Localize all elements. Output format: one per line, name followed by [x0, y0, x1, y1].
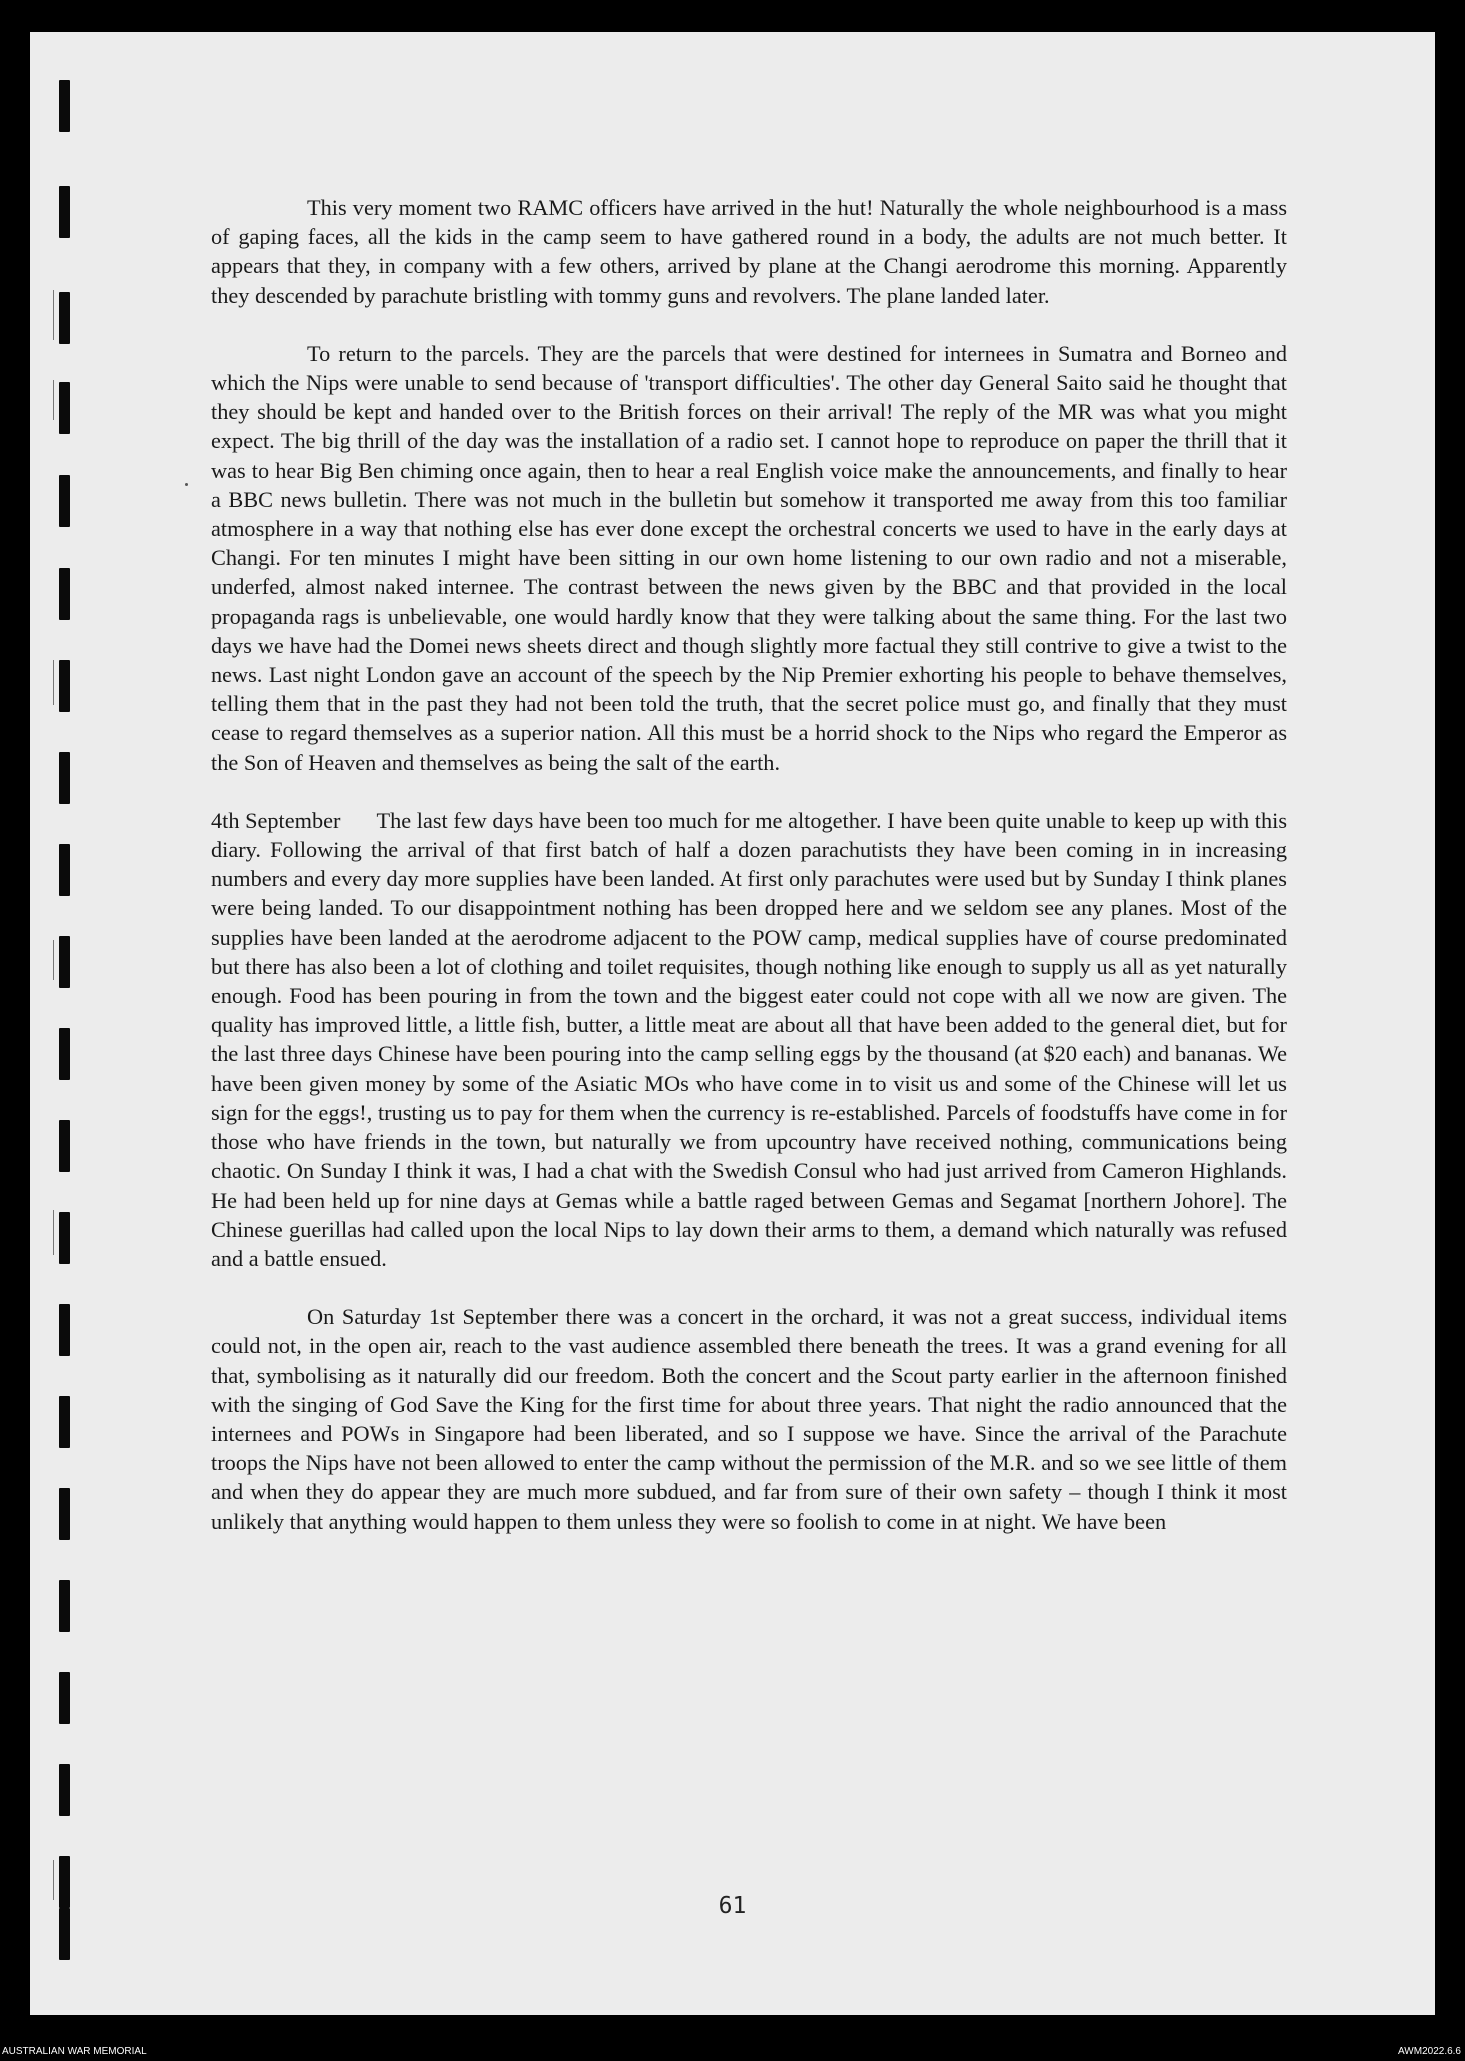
footer-institution: AUSTRALIAN WAR MEMORIAL [2, 2046, 147, 2057]
binding-holes [55, 80, 75, 1960]
binding-hole [59, 660, 70, 712]
paragraph: This very moment two RAMC officers have arrived in the hut! Naturally the whole neighbourhood is a mass of gaping faces, all the kids in the camp seem to have gathered round in a body, the adults are not much better. It appears that they, in company with a few others, arrived by plane at the Changi aerodrome this morning. Apparently they descended by parachute bristling with tommy guns and revolvers. The plane landed later. [211, 195, 1287, 308]
binding-hole [59, 475, 70, 527]
binding-hole [59, 1580, 70, 1632]
binding-hole [59, 568, 70, 620]
binding-hole [59, 936, 70, 988]
binding-hole [59, 382, 70, 434]
paragraph-text: The last few days have been too much for me altogether. I have been quite unable to keep up with this diary. Following the arrival of that first batch of half a dozen parachutists they have been coming in in increasing numbers and every day more supplies have been landed. At first only parachutes were used but by Sunday I think planes were being landed. To our disappointment nothing has been dropped here and we seldom see any planes. Most of the supplies have been landed at the aerodrome adjacent to the POW camp, medical supplies have of course predominated but there has also been a lot of clothing and toilet requisites, though nothing like enough to supply us all as yet naturally enough. Food has been pouring in from the town and the biggest eater could not cope with all we now are given. The quality has improved little, a little fish, butter, a little meat are about all that have been added to the general diet, but for the last three days Chinese have been pouring into the camp selling eggs by the thousand (at $20 each) and bananas. We have been given money by some of the Asiatic MOs who have come in to visit us and some of the Chinese will let us sign for the eggs!, trusting us to pay for them when the currency is re-established. Parcels of foodstuffs have come in for those who have friends in the town, but naturally we from upcountry have received nothing, communications being chaotic. On Sunday I think it was, I had a chat with the Swedish Consul who had just arrived from Cameron Highlands. He had been held up for nine days at Gemas while a battle raged between Gemas and Segamat [northern Johore]. The Chinese guerillas had called upon the local Nips to lay down their arms to them, a demand which naturally was refused and a battle ensued. [211, 807, 1287, 1271]
binding-hole [59, 1120, 70, 1172]
binding-hole [59, 80, 70, 132]
binding-edge [53, 660, 54, 705]
binding-edge [53, 1210, 54, 1255]
binding-hole [59, 1764, 70, 1816]
binding-hole [59, 752, 70, 804]
binding-edge [53, 380, 54, 420]
diary-text [211, 193, 1287, 1565]
paragraph: On Saturday 1st September there was a concert in the orchard, it was not a great success, individual items could not, in the open air, reach to the vast audience assembled there beneath the trees. It was a grand evening for all that, symbolising as it naturally did our freedom. Both the concert and the Scout party earlier in the afternoon finished with the singing of God Save the King for the first time for about three years. That night the radio announced that the internees and POWs in Singapore had been liberated, and so I suppose we have. Since the arrival of the Parachute troops the Nips have not been allowed to enter the camp without the permission of the M.R. and so we see little of them and when they do appear they are much more subdued, and far from sure of their own safety – though I think it most unlikely that anything would happen to them unless they were so foolish to come in at night. We have been [211, 1304, 1287, 1534]
binding-hole [59, 1304, 70, 1356]
binding-hole [59, 292, 70, 344]
binding-hole [59, 1672, 70, 1724]
page-number: 61 [718, 1893, 747, 1919]
binding-hole [59, 1488, 70, 1540]
footer-reference: AWM2022.6.6 [1398, 2046, 1461, 2057]
binding-hole [59, 1396, 70, 1448]
dated-paragraph [211, 806, 1287, 1273]
binding-edge [53, 290, 54, 340]
binding-hole [59, 186, 70, 238]
diary-date: 4th September [211, 807, 341, 833]
binding-hole [59, 1212, 70, 1264]
scan-speck [185, 483, 188, 486]
binding-hole [59, 1028, 70, 1080]
paragraph: To return to the parcels. They are the parcels that were destined for internees in Sumatra and Borneo and which the Nips were unable to send because of 'transport difficulties'. The other day General Saito said he thought that they should be kept and handed over to the British forces on their arrival! The reply of the MR was what you might expect. The big thrill of the day was the installation of a radio set. I cannot hope to reproduce on paper the thrill that it was to hear Big Ben chiming once again, then to hear a real English voice make the announcements, and finally to hear a BBC news bulletin. There was not much in the bulletin but somehow it transported me away from this too familiar atmosphere in a way that nothing else has ever done except the orchestral concerts we used to have in the early days at Changi. For ten minutes I might have been sitting in our own home listening to our own radio and not a miserable, underfed, almost naked internee. The contrast between the news given by the BBC and that provided in the local propaganda rags is unbelievable, one would hardly know that they were talking about the same thing. For the last two days we have had the Domei news sheets direct and though slightly more factual they still contrive to give a twist to the news. Last night London gave an account of the speech by the Nip Premier exhorting his people to behave themselves, telling them that in the past they had not been told the truth, that the secret police must go, and finally that they must cease to regard themselves as a superior nation. All this must be a horrid shock to the Nips who regard the Emperor as the Son of Heaven and themselves as being the salt of the earth. [211, 340, 1287, 775]
binding-hole [59, 844, 70, 896]
binding-edge [53, 940, 54, 980]
